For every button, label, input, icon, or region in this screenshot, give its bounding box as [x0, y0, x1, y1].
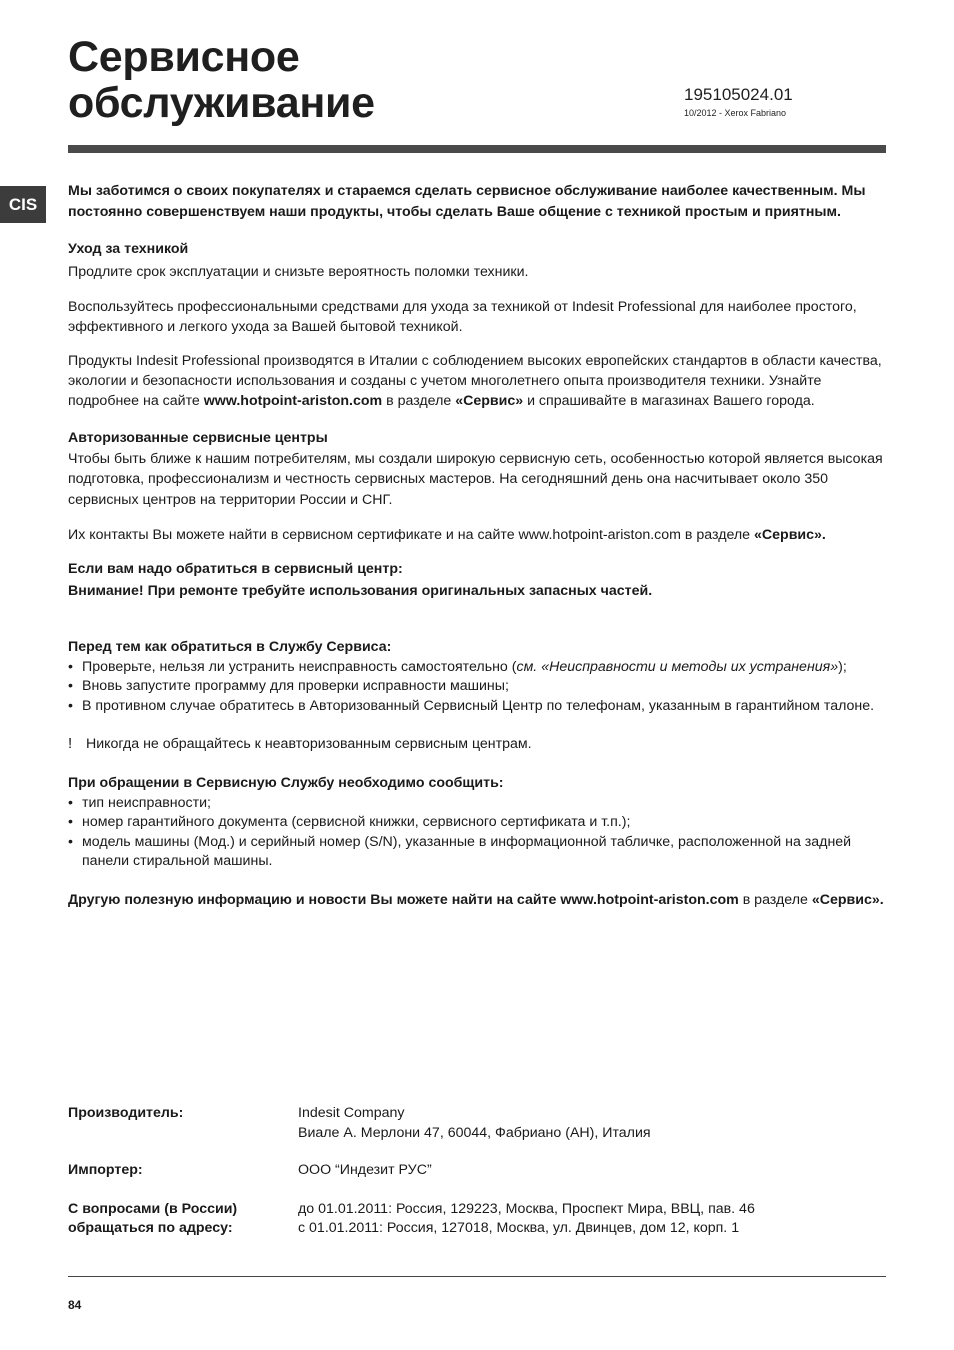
attention-note: Внимание! При ремонте требуйте использования оригинальных запасных частей.	[68, 583, 653, 600]
page-title-line2: обслуживание	[68, 79, 375, 127]
centers-heading: Авторизованные сервисные центры	[68, 430, 328, 447]
document-code: 195105024.01	[684, 85, 793, 104]
importer-row	[68, 1161, 888, 1181]
website-link[interactable]: www.hotpoint-ariston.com	[203, 392, 383, 409]
list-item: • В противном случае обратитесь в Авторизованный Сервисный Центр по телефонам, указанным в гарантийном талоне.	[68, 697, 888, 717]
company-info	[68, 1104, 888, 1239]
footer-divider	[68, 1276, 886, 1277]
list-item: • модель машины (Мод.) и серийный номер (S/N), указанные в информационной табличке, расположенной на задней панели стиральной машины.	[68, 833, 888, 872]
care-paragraph-1: Продлите срок эксплуатации и снизьте вероятность поломки техники.	[68, 263, 529, 280]
intro-paragraph: Мы заботимся о своих покупателях и стараемся сделать сервисное обслуживание наиболее качественным. Мы постоянно совершенствуем наши продукты, чтобы сделать Ваше общение с техникой простым и приятным.	[68, 183, 866, 220]
exclamation-icon: !	[68, 735, 73, 753]
care-text: и спрашивайте в магазинах Вашего города.	[523, 392, 815, 409]
service-section-name: «Сервис».	[754, 527, 826, 544]
manufacturer-label: Производитель:	[68, 1105, 184, 1121]
page-title-line1: Сервисное	[68, 33, 300, 81]
centers-paragraph-1: Чтобы быть ближе к нашим потребителям, мы создали широкую сервисную сеть, особенностью которой является высокая подготовка, профессионализм и честность сервисных мастеров. На сегодняшний день она насчитывает около 350 сервисных центров на территории России и СНГ.	[68, 450, 883, 508]
language-tab: CIS	[0, 186, 46, 223]
document-date: 10/2012 - Xerox Fabriano	[684, 108, 787, 118]
questions-label: С вопросами (в России) обращаться по адресу:	[68, 1200, 238, 1237]
list-item: • номер гарантийного документа (сервисной книжки, сервисного сертификата и т.п.);	[68, 813, 888, 833]
manufacturer-value: Indesit Company Виале А. Мерлони 47, 60044, Фабриано (АН), Италия	[298, 1105, 651, 1141]
care-text: в разделе	[382, 392, 456, 409]
service-section-name: «Сервис».	[811, 891, 884, 908]
before-heading: Перед тем как обратиться в Службу Сервиса:	[68, 639, 392, 656]
list-item: • тип неисправности;	[68, 794, 888, 814]
page-number: 84	[68, 1298, 82, 1312]
care-paragraph-3	[68, 352, 888, 411]
list-item: • Проверьте, нельзя ли устранить неисправность самостоятельно (см. «Неисправности и методы их устранения»);	[68, 658, 888, 678]
centers-text: Их контакты Вы можете найти в сервисном сертификате и на сайте www.hotpoint-ariston.com в разделе	[68, 527, 755, 544]
report-heading: При обращении в Сервисную Службу необходимо сообщить:	[68, 775, 504, 791]
main-content	[68, 181, 888, 910]
before-list	[68, 658, 888, 717]
questions-row	[68, 1200, 888, 1239]
list-item: • Вновь запустите программу для проверки исправности машины;	[68, 677, 888, 697]
care-paragraph-2: Воспользуйтесь профессиональными средствами для ухода за техникой от Indesit Professional для наиболее простого, эффективного и легкого ухода за Вашей бытовой техникой.	[68, 299, 857, 335]
importer-value: ООО “Индезит РУС”	[298, 1162, 432, 1179]
service-section-name: «Сервис»	[455, 392, 524, 409]
page-title	[68, 34, 628, 126]
care-heading: Уход за техникой	[68, 241, 189, 257]
importer-label: Импортер:	[68, 1162, 143, 1179]
centers-paragraph-2	[68, 526, 888, 546]
manufacturer-row	[68, 1104, 888, 1143]
troubleshooting-reference: см. «Неисправности и методы их устранения»	[516, 658, 839, 675]
warning-text: Никогда не обращайтесь к неавторизованным сервисным центрам.	[86, 736, 532, 753]
contact-heading: Если вам надо обратиться в сервисный центр:	[68, 560, 403, 577]
care-text: Продукты Indesit Professional производятся в Италии с соблюдением высоких европейских стандартов в области качества, экологии и безопасности использования и созданы с учетом многолетнего опыта производителя техники. Узнайте подробнее на сайте	[68, 353, 882, 409]
warning-note	[68, 735, 888, 755]
report-list	[68, 794, 888, 872]
header-divider	[68, 145, 886, 153]
more-info-paragraph: Другую полезную информацию и новости Вы можете найти на сайте www.hotpoint-ariston.com в разделе «Сервис».	[68, 891, 884, 908]
questions-address: до 01.01.2011: Россия, 129223, Москва, Проспект Мира, ВВЦ, пав. 46 с 01.01.2011: Россия, 127018, Москва, ул. Двинцев, дом 12, корп. 1	[298, 1200, 755, 1237]
